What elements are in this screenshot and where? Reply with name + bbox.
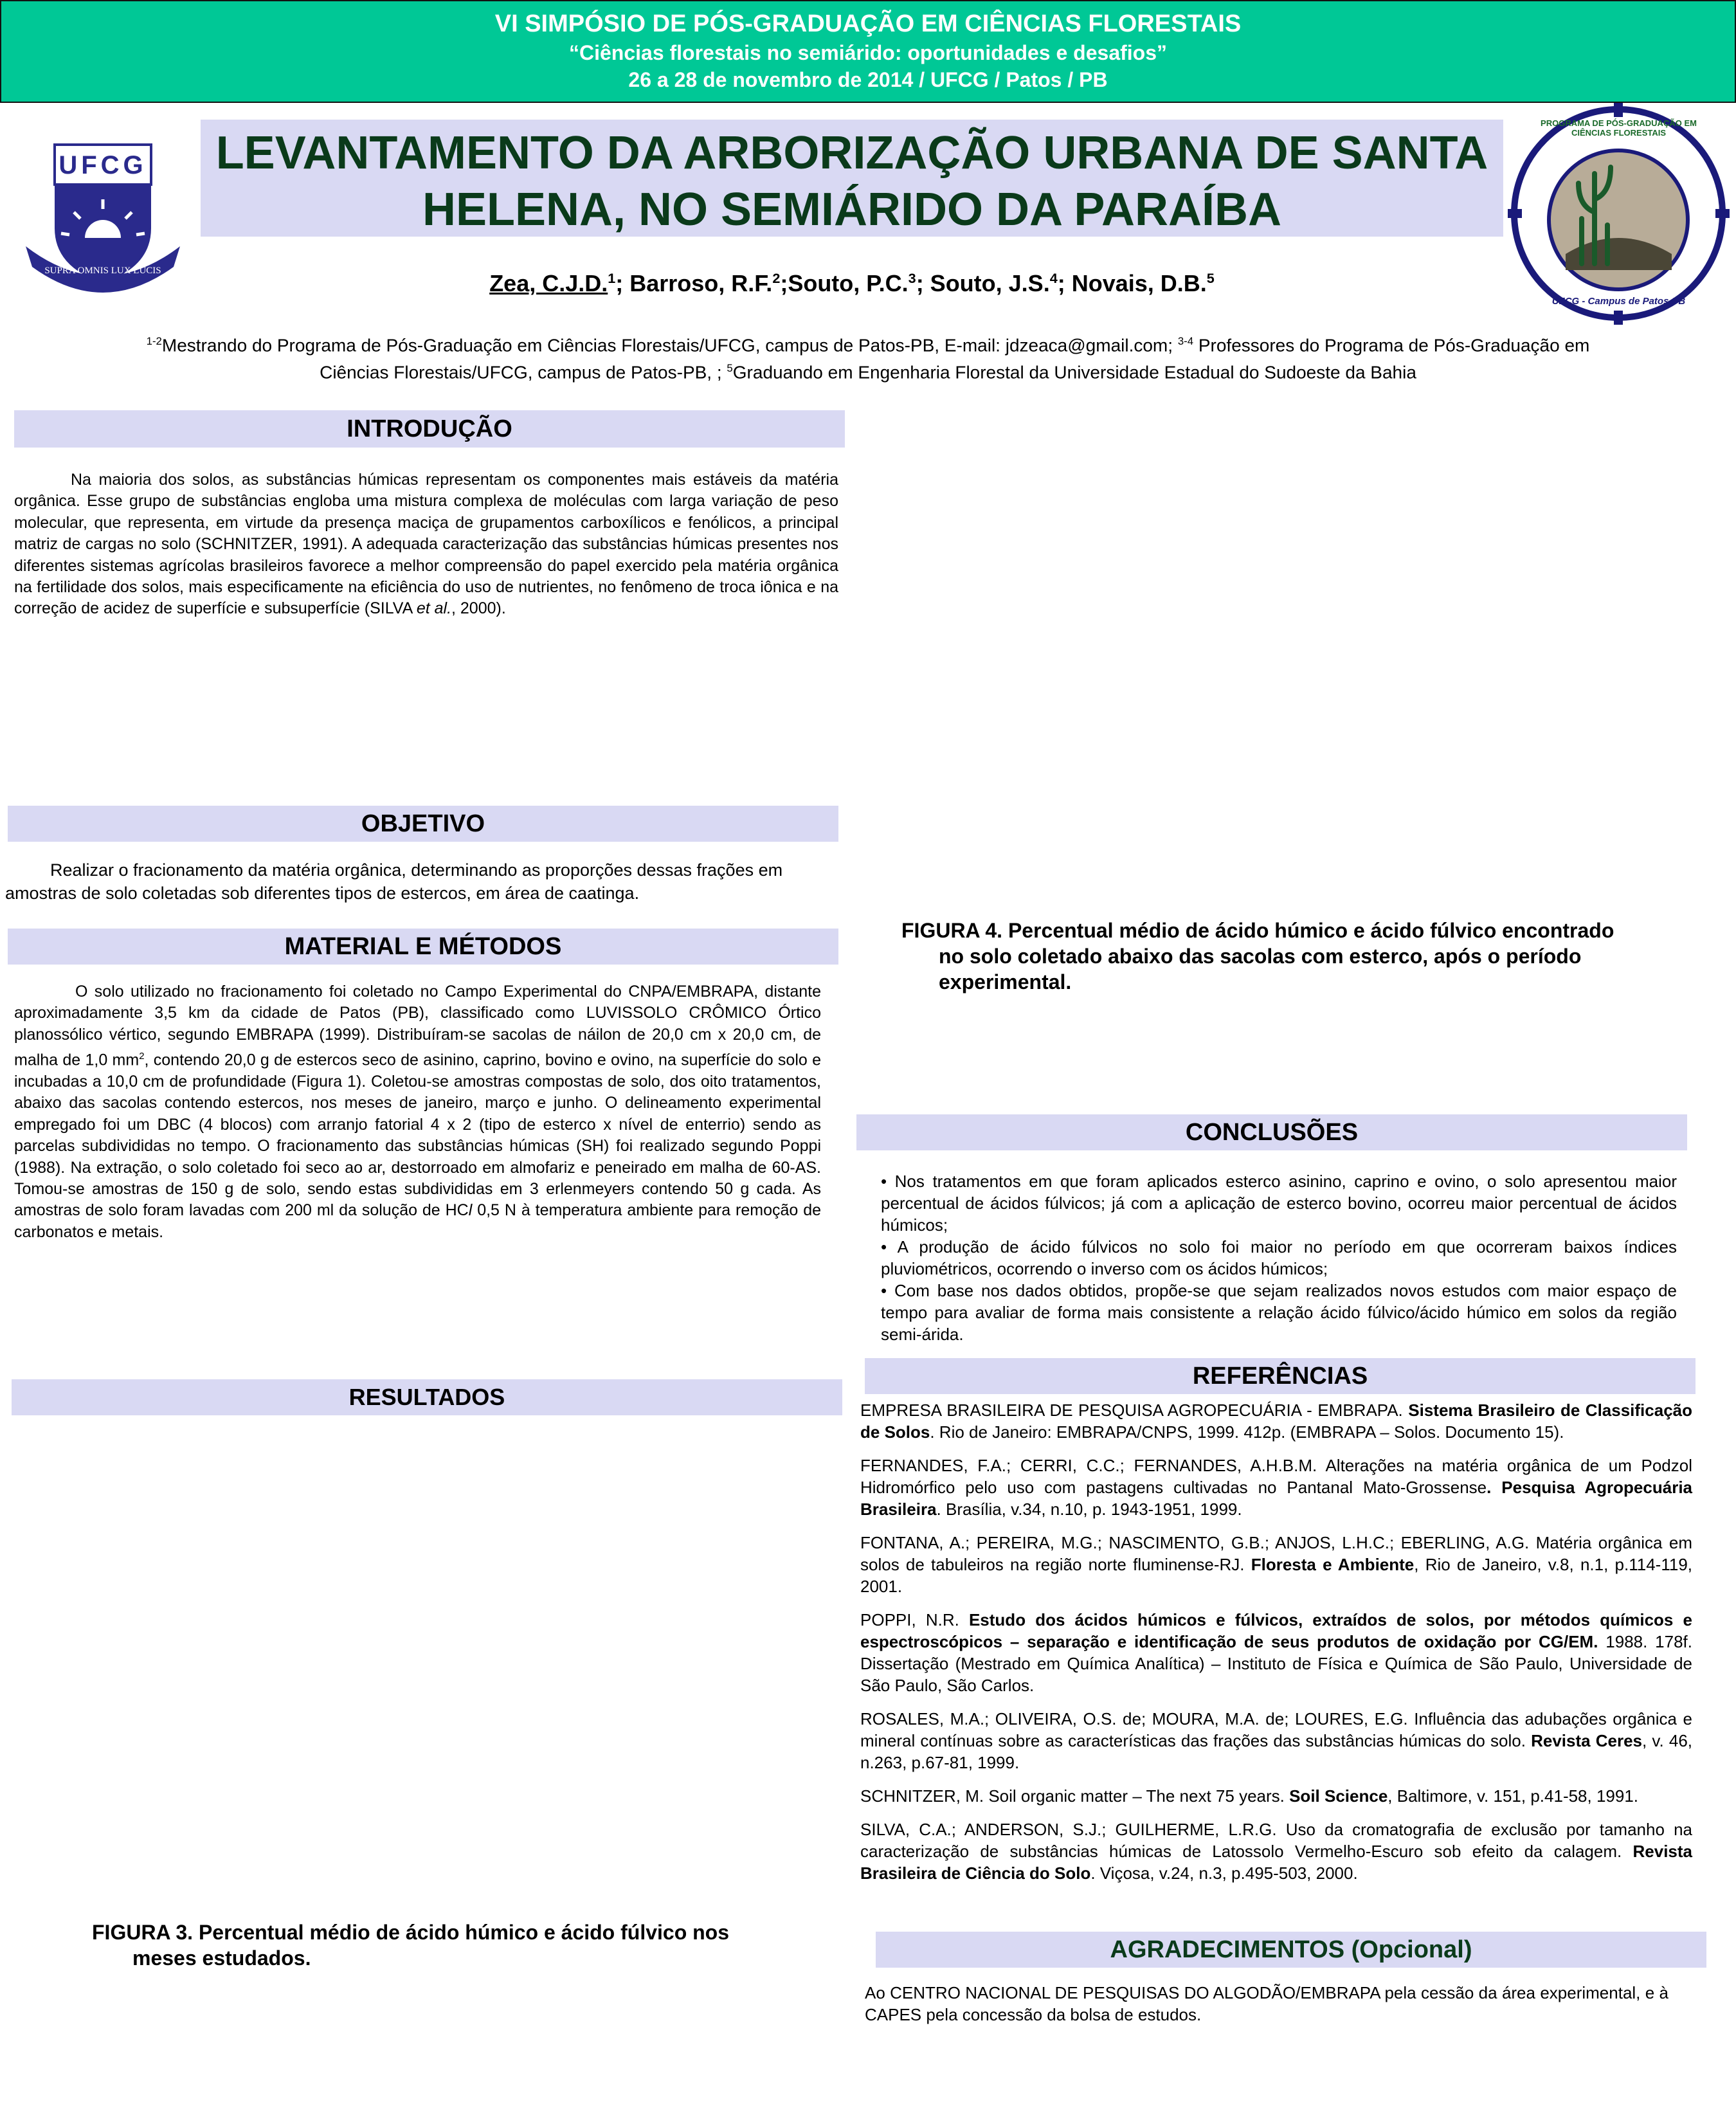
author-5: ; Novais, D.B. (1057, 270, 1207, 296)
reference-item: FONTANA, A.; PEREIRA, M.G.; NASCIMENTO, G.B.; ANJOS, L.H.C.; EBERLING, A.G. Matéria orgânica em solos de tabuleiros na região norte fluminense-RJ. Floresta e Ambiente, Rio de Janeiro, v.8, n.1, p.114-119, 2001. (860, 1533, 1693, 1596)
title-line-1: LEVANTAMENTO DA ARBORIZAÇÃO URBANA DE SANTA (215, 127, 1488, 179)
author-4: ; Souto, J.S. (916, 270, 1050, 296)
program-logo (1508, 103, 1730, 325)
banner-line-3: 26 a 28 de novembro de 2014 / UFCG / Patos / PB (628, 68, 1108, 91)
figure-3-caption-line-1: FIGURA 3. Percentual médio de ácido húmico e ácido fúlvico nos (92, 1921, 730, 1944)
author-4-sup: 4 (1049, 270, 1058, 286)
program-logo-ring-text: PROGRAMA DE PÓS-GRADUAÇÃO EM CIÊNCIAS FLORESTAIS (1541, 118, 1697, 138)
section-conclusoes-list (881, 1170, 1677, 1345)
ufcg-logo-text: UFCG (59, 151, 147, 179)
conclusao-item: • Nos tratamentos em que foram aplicados esterco asinino, caprino e ovino, o solo apresentou maior percentual de ácidos fúlvicos; já com a aplicação de esterco bovino, ocorreu maior percentual de ácidos húmicos; (881, 1172, 1677, 1235)
reference-item: POPPI, N.R. Estudo dos ácidos húmicos e fúlvicos, extraídos de solos, por métodos químicos e espectroscópicos – separação e identificação de seus produtos de oxidação por CG/EM. 1988. 178f. Dissertação (Mestrado em Química Analítica) – Instituto de Física e Química de São Paulo, Universidade de São Paulo, São Carlos. (860, 1610, 1693, 1695)
metodos-em: l (468, 1201, 473, 1220)
metodos-text-b: , contendo 20,0 g de estercos seco de asinino, caprino, bovino e ovino, na superfície do solo e incubadas a 10,0 cm de profundidade (Figura 1). Coletou-se amostras compostas de solo, dos oito tratamentos, abaixo das sacolas contendo estercos, nos meses de janeiro, março e junho. O delineamento experimental empregado foi um DBC (4 blocos) com arranjo fatorial 4 x 2 (tipo de esterco x nível de enterrio) sendo as parcelas subdivididas no tempo. O fracionamento das substâncias húmicas (SH) foi realizado segundo Poppi (1988). Na extração, o solo coletado foi seco ao ar, destorroado em almofariz e peneirado em malha de 60-AS. Tomou-se amostras de 150 g de solo, sendo estas subdivididas em 3 erlenmeyers contendo 50 g cada. As amostras de solo foram lavadas com 200 ml da solução de HC (14, 1051, 821, 1220)
introducao-text-a: Na maioria dos solos, as substâncias húmicas representam os componentes mais estáveis da matéria orgânica. Esse grupo de substâncias engloba uma mistura complexa de moléculas com larga variação de peso molecular, que representa, em virtude da presença maciça de grupamentos carboxílicos e fenólicos, a principal matriz de cargas no solo (SCHNITZER, 1991). A adequada caracterização das substâncias húmicas presentes nos diferentes sistemas agrícolas brasileiros favorece a melhor compreensão do papel exercido pela matéria orgânica na fertilidade dos solos, mais especificamente na eficiência do uso de nutrientes, no fenômeno de troca iônica e na correção de acidez de superfície e subsuperfície (SILVA (14, 471, 838, 618)
section-referencias-list (860, 1399, 1692, 1896)
section-metodos-text (14, 981, 821, 1243)
section-conclusoes-heading: CONCLUSÕES (856, 1114, 1687, 1150)
section-resultados-heading: RESULTADOS (12, 1379, 842, 1415)
affiliations (26, 330, 1710, 385)
section-referencias-heading: REFERÊNCIAS (865, 1358, 1695, 1394)
metodos-text-c: 0,5 N à temperatura ambiente para remoção de carbonatos e metais. (14, 1201, 821, 1241)
banner-line-2: “Ciências florestais no semiárido: oportunidades e desafios” (568, 41, 1167, 64)
author-1: Zea, C.J.D. (489, 270, 608, 296)
affil-text-2: Professores do Programa de Pós-Graduação em (1193, 335, 1590, 356)
section-agradecimentos-heading: AGRADECIMENTOS (Opcional) (876, 1932, 1706, 1968)
poster-title (201, 120, 1503, 237)
author-3-sup: 3 (908, 270, 916, 286)
ufcg-logo (19, 132, 186, 293)
author-5-sup: 5 (1206, 270, 1215, 286)
banner-line-1: VI SIMPÓSIO DE PÓS-GRADUAÇÃO EM CIÊNCIAS FLORESTAIS (494, 10, 1242, 37)
figure-4-caption (901, 918, 1712, 995)
author-3: ;Souto, P.C. (780, 270, 909, 296)
reference-item: EMPRESA BRASILEIRA DE PESQUISA AGROPECUÁRIA - EMBRAPA. Sistema Brasileiro de Classificação de Solos. Rio de Janeiro: EMBRAPA/CNPS, 1999. 412p. (EMBRAPA – Solos. Documento 15). (860, 1401, 1692, 1442)
conclusao-item: • Com base nos dados obtidos, propõe-se que sejam realizados novos estudos com maior espaço de tempo para avaliar de forma mais consistente a relação ácido fúlvico/ácido húmico em solos da região semi-árida. (881, 1281, 1677, 1344)
metodos-sup: 2 (139, 1051, 145, 1062)
program-logo-bottom-text: UFCG - Campus de Patos-PB (1551, 296, 1686, 307)
affil-text-1: Mestrando do Programa de Pós-Graduação em Ciências Florestais/UFCG, campus de Patos-PB, E-mail: jdzeaca@gmail.com; (161, 335, 1178, 356)
author-2-sup: 2 (772, 270, 781, 286)
reference-item: ROSALES, M.A.; OLIVEIRA, O.S. de; MOURA, M.A. de; LOURES, E.G. Influência das adubações orgânica e mineral contínuas sobre as características das frações das substâncias húmicas do solo. Revista Ceres, v. 46, n.263, p.67-81, 1999. (860, 1709, 1692, 1772)
figure-4-caption-line-2: no solo coletado abaixo das sacolas com esterco, após o período (939, 945, 1582, 968)
figure-4-caption-line-3: experimental. (939, 970, 1072, 993)
affil-sup-1: 1-2 (146, 335, 162, 347)
reference-item: FERNANDES, F.A.; CERRI, C.C.; FERNANDES, A.H.B.M. Alterações na matéria orgânica de um Podzol Hidromórfico pelo uso com pastagens cultivadas no Pantanal Mato-Grossense. Pesquisa Agropecuária Brasileira. Brasília, v.34, n.10, p. 1943-1951, 1999. (860, 1456, 1692, 1519)
reference-item: SILVA, C.A.; ANDERSON, S.J.; GUILHERME, L.R.G. Uso da cromatografia de exclusão por tamanho na caracterização de substâncias húmicas de Latossolo Vermelho-Escuro sob efeito da calagem. Revista Brasileira de Ciência do Solo. Viçosa, v.24, n.3, p.495-503, 2000. (860, 1820, 1692, 1883)
affil-text-4: Graduando em Engenharia Florestal da Universidade Estadual do Sudoeste da Bahia (732, 362, 1416, 383)
section-agradecimentos-text: Ao CENTRO NACIONAL DE PESQUISAS DO ALGODÃO/EMBRAPA pela cessão da área experimental, e à CAPES pela concessão da bolsa de estudos. (865, 1983, 1668, 2024)
section-objetivo-heading: OBJETIVO (8, 806, 838, 842)
metodos-text-a: O solo utilizado no fracionamento foi coletado no Campo Experimental do CNPA/EMBRAPA, distante aproximadamente 3,5 km da cidade de Patos (PB), classificado como LUVISSOLO CRÔMICO Órtico planossólico vértico, segundo EMBRAPA (1999). Distribuíram-se sacolas de náilon de 20,0 cm x 20,0 cm, de malha de 1,0 mm (14, 983, 821, 1069)
section-introducao-text (14, 469, 838, 620)
introducao-text-em: et al. (416, 599, 452, 618)
affil-sup-3: 5 (727, 362, 733, 375)
affil-text-3: Ciências Florestais/UFCG, campus de Patos-PB, ; (320, 362, 727, 383)
section-metodos-heading: MATERIAL E MÉTODOS (8, 929, 838, 965)
section-introducao-heading: INTRODUÇÃO (14, 410, 845, 448)
figure-3-caption-line-2: meses estudados. (132, 1946, 311, 1970)
authors (193, 270, 1511, 297)
affil-sup-2: 3-4 (1177, 335, 1194, 347)
figure-3-caption (92, 1919, 851, 1971)
author-1-sup: 1 (608, 270, 616, 286)
section-objetivo-text: Realizar o fracionamento da matéria orgânica, determinando as proporções dessas frações em amostras de solo coletadas sob diferentes tipos de estercos, em área de caatinga. (5, 860, 783, 903)
introducao-text-b: , 2000). (451, 599, 506, 618)
title-line-2: HELENA, NO SEMIÁRIDO DA PARAÍBA (422, 184, 1282, 235)
event-banner (0, 0, 1736, 103)
conclusao-item: • A produção de ácido fúlvicos no solo foi maior no período em que ocorreram baixos índices pluviométricos, ocorrendo o inverso com os ácidos húmicos; (881, 1237, 1677, 1278)
ufcg-logo-motto: SUPRA OMNIS LUX LUCIS (44, 266, 161, 276)
author-2: ; Barroso, R.F. (615, 270, 773, 296)
reference-item: SCHNITZER, M. Soil organic matter – The next 75 years. Soil Science, Baltimore, v. 151, p.41-58, 1991. (860, 1786, 1639, 1806)
figure-4-caption-line-1: FIGURA 4. Percentual médio de ácido húmico e ácido fúlvico encontrado (901, 919, 1614, 942)
